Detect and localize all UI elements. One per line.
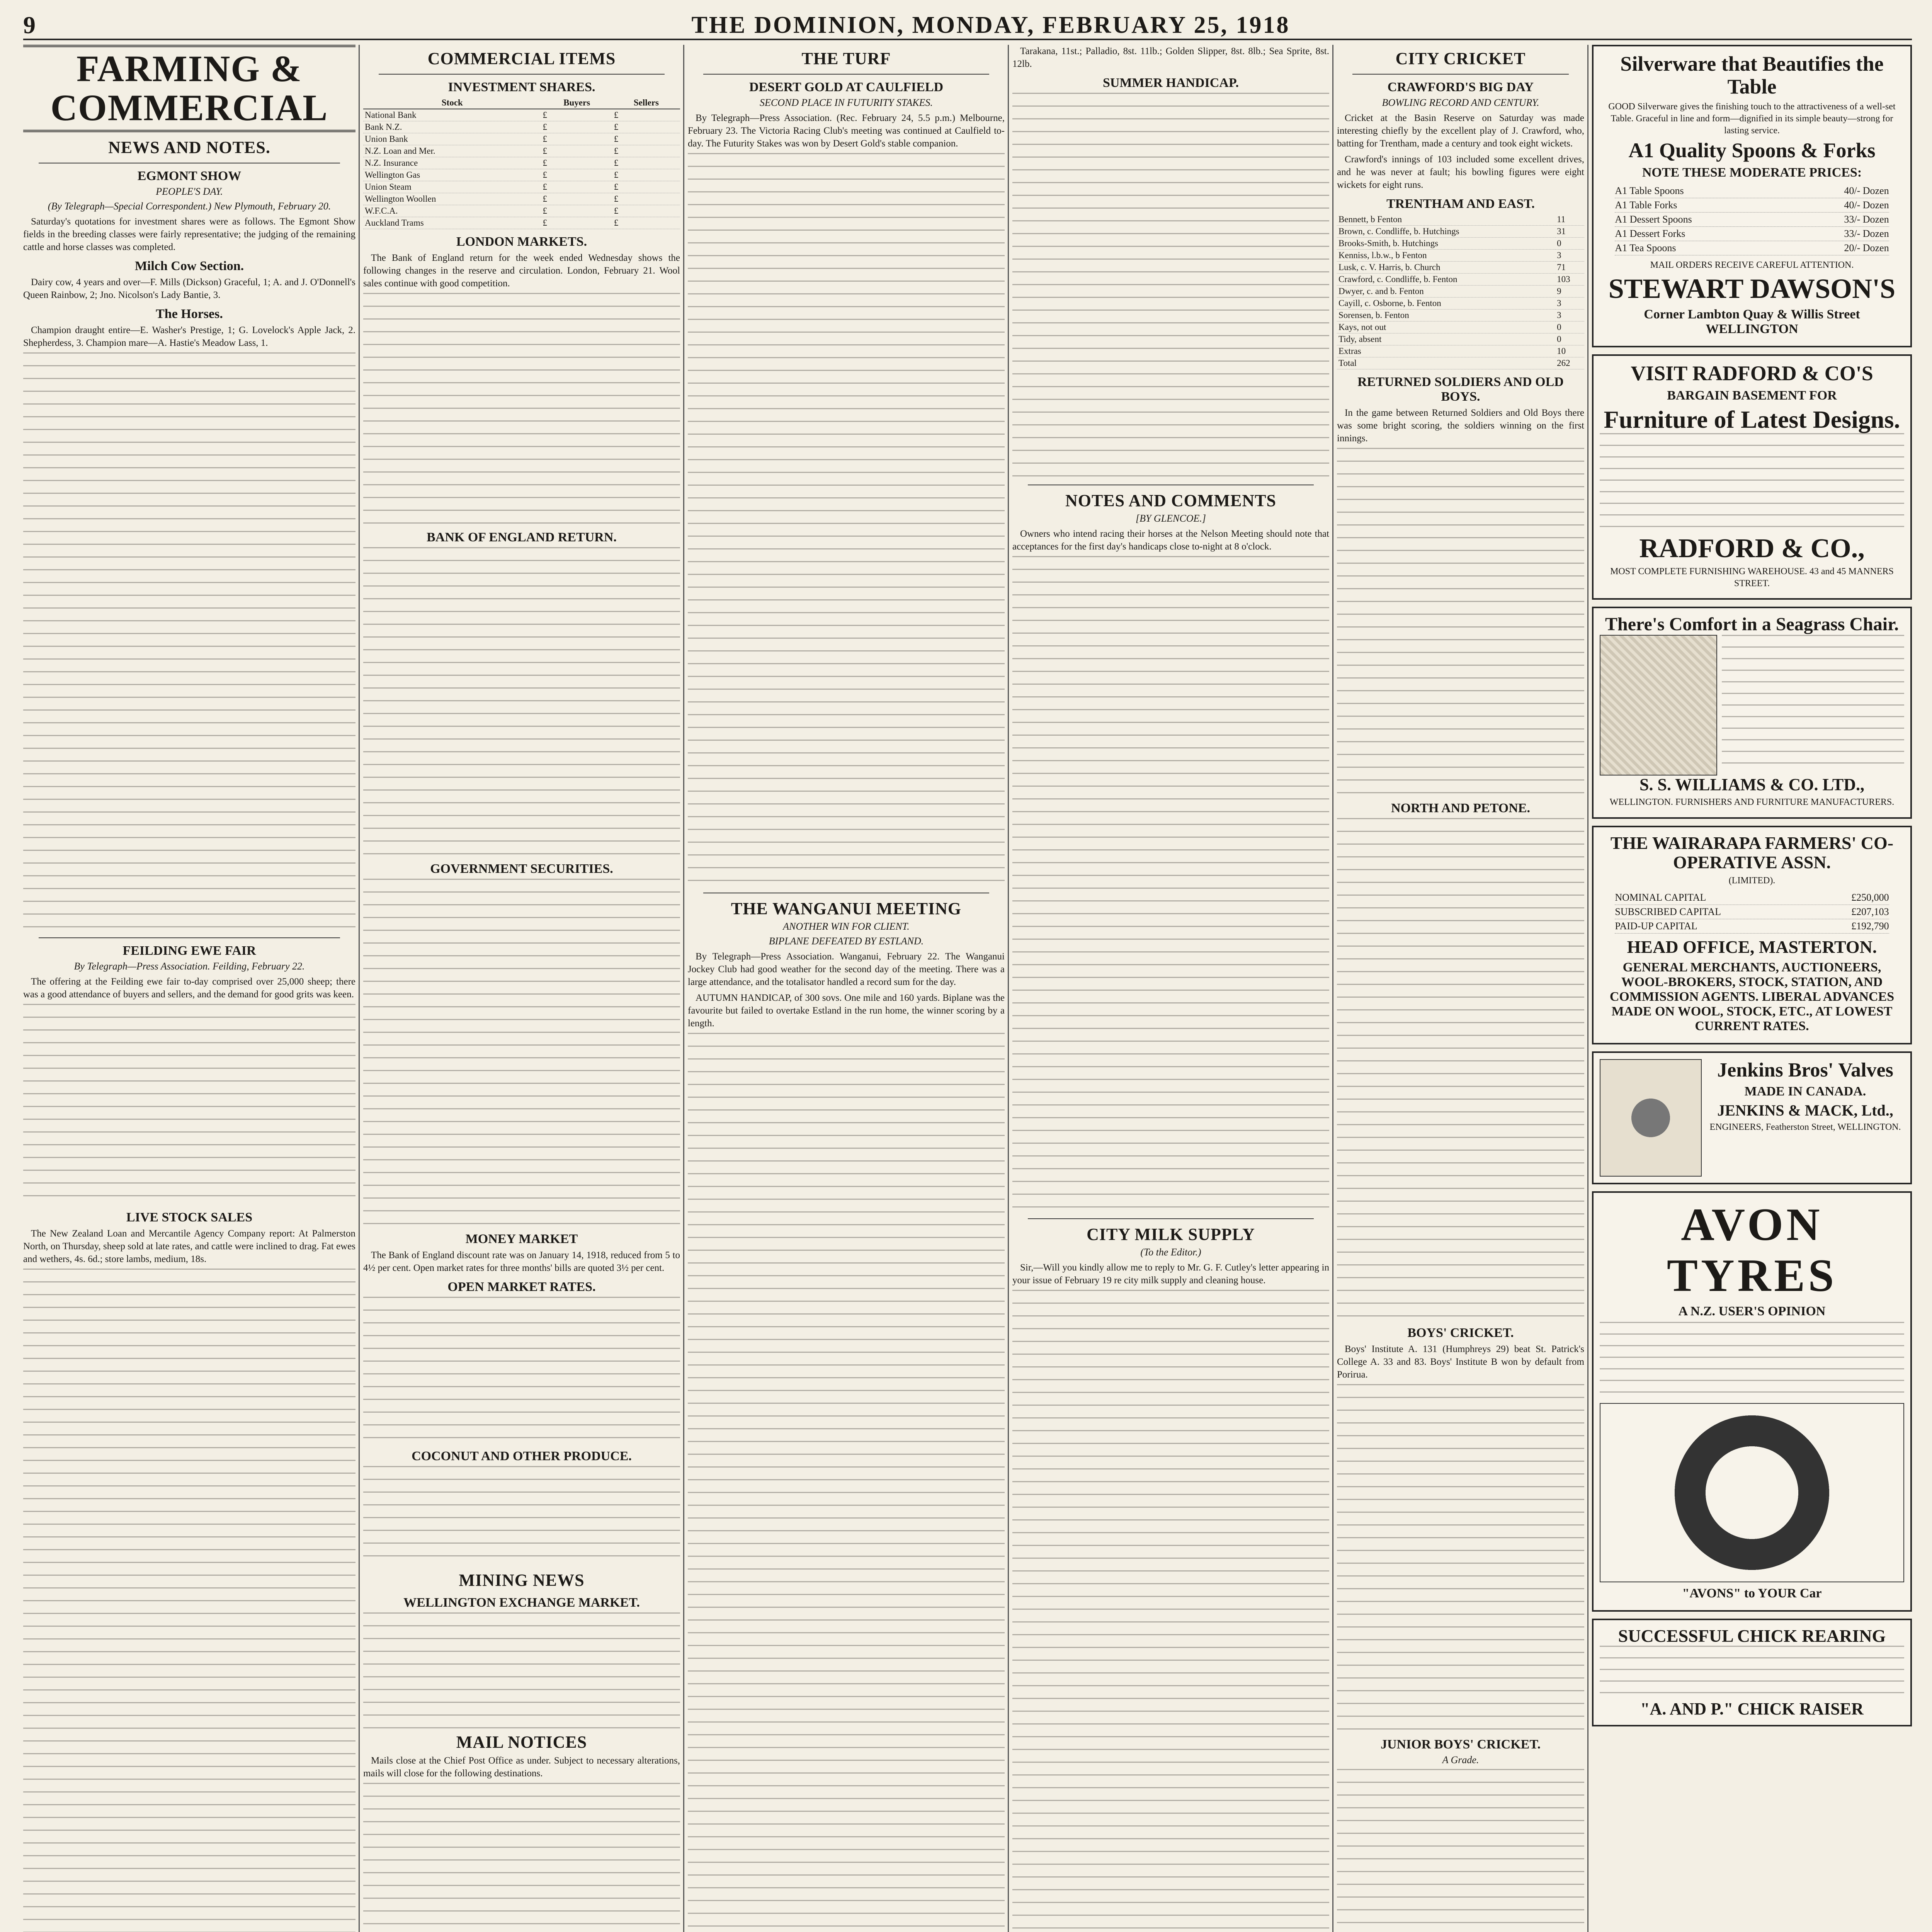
cell: £ <box>541 217 612 229</box>
cell: £ <box>612 205 680 217</box>
cell: Union Steam <box>363 181 541 193</box>
cell: Total <box>1337 357 1555 369</box>
body-paragraph: Dairy cow, 4 years and over—F. Mills (Dickson) Graceful, 1; A. and J. O'Donnell's Queen Rainbow, 2; Jno. Nicolson's Lady Bantie, 3. <box>23 277 355 300</box>
headline: BANK OF ENGLAND RETURN. <box>427 530 617 544</box>
cell: 0 <box>1555 321 1584 333</box>
cell: Cayill, c. Osborne, b. Fenton <box>1337 298 1555 310</box>
body-paragraph: Tarakana, 11st.; Palladio, 8st. 11lb.; Golden Slipper, 8st. 8lb.; Sea Sprite, 8st. 12lb. <box>1012 46 1329 69</box>
ad-title: Silverware that Beautifies the Table <box>1620 52 1884 99</box>
section-banner: FARMING & COMMERCIAL <box>23 45 355 132</box>
cell: 9 <box>1555 286 1584 298</box>
capital-row <box>1615 905 1889 919</box>
tyre-illustration <box>1600 1403 1904 1582</box>
headline: MINING NEWS <box>459 1571 585 1590</box>
text-block <box>1600 1322 1904 1399</box>
cell: Sorensen, b. Fenton <box>1337 310 1555 321</box>
headline: NOTES AND COMMENTS <box>1065 491 1277 510</box>
headline: LIVE STOCK SALES <box>126 1210 253 1225</box>
capital-value: £250,000 <box>1851 892 1889 903</box>
item-price: 33/- Dozen <box>1844 213 1889 225</box>
table-row <box>363 121 680 133</box>
cell: National Bank <box>363 109 541 121</box>
body-paragraph: AUTUMN HANDICAP, of 300 sovs. One mile and 160 yards. Biplane was the favourite but failed to overtake Estland in the run home, the winner scoring by a length. <box>688 993 1005 1029</box>
ad-firm: STEWART DAWSON'S <box>1608 273 1896 304</box>
ad-address: WELLINGTON. FURNISHERS AND FURNITURE MANUFACTURERS. <box>1609 797 1895 808</box>
cell: £ <box>612 109 680 121</box>
table-row <box>363 181 680 193</box>
column-header: Sellers <box>612 97 680 109</box>
divider <box>1028 1218 1314 1219</box>
page-number: 9 <box>23 11 36 39</box>
subhead: SECOND PLACE IN FUTURITY STAKES. <box>759 97 933 108</box>
cell: £ <box>612 121 680 133</box>
cell: Union Bank <box>363 133 541 145</box>
table-row <box>1337 226 1584 238</box>
body-paragraph: Champion draught entire—E. Washer's Prestige, 1; G. Lovelock's Apple Jack, 2. Shepherdess, 3. Champion mare—A. Hastie's Meadow Lass, 1. <box>23 325 355 348</box>
text-block <box>363 1612 680 1728</box>
table-row <box>1337 238 1584 250</box>
cell: 31 <box>1555 226 1584 238</box>
valve-illustration <box>1600 1059 1702 1177</box>
table-row <box>1337 310 1584 321</box>
cell: 10 <box>1555 345 1584 357</box>
body-paragraph: Cricket at the Basin Reserve on Saturday was made interesting chiefly by the excellent play of J. Crawford, who, batting for Trentham, made a century and took eight wickets. <box>1337 113 1584 149</box>
ad-firm: JENKINS & MACK, Ltd., <box>1717 1101 1893 1119</box>
headline: JUNIOR BOYS' CRICKET. <box>1380 1737 1541 1752</box>
cell: 3 <box>1555 310 1584 321</box>
ad-note: MAIL ORDERS RECEIVE CAREFUL ATTENTION. <box>1650 260 1854 270</box>
column-advertisements <box>1592 45 1912 1932</box>
ad-content <box>1600 1059 1904 1177</box>
body-paragraph: Saturday's quotations for investment shares were as follows. The Egmont Show fields in the breeding classes were fairly representative; the judging of the remaining cattle and horse classes was completed. <box>23 216 355 252</box>
column-header: Stock <box>363 97 541 109</box>
item-price: 40/- Dozen <box>1844 185 1889 196</box>
ad-title: AVON TYRES <box>1667 1198 1837 1301</box>
ad-title: Jenkins Bros' Valves <box>1717 1059 1893 1081</box>
headline: THE WANGANUI MEETING <box>731 899 962 918</box>
cell: Wellington Gas <box>363 169 541 181</box>
masthead <box>23 12 1912 40</box>
item-name: A1 Table Forks <box>1615 199 1677 211</box>
ad-prices-heading: NOTE THESE MODERATE PRICES: <box>1642 165 1862 180</box>
ad-firm: RADFORD & CO., <box>1639 533 1865 563</box>
ad-subtitle: MADE IN CANADA. <box>1744 1084 1866 1099</box>
table-row <box>1337 262 1584 274</box>
table-row <box>1337 357 1584 369</box>
section-subbanner: NEWS AND NOTES. <box>108 138 270 157</box>
text-block <box>1600 433 1904 534</box>
table-row <box>1337 298 1584 310</box>
capital-row <box>1615 919 1889 934</box>
ad-subtitle: A N.Z. USER'S OPINION <box>1678 1304 1826 1318</box>
body-paragraph: In the game between Returned Soldiers and Old Boys there was some bright scoring, the soldiers winning on the first innings. <box>1337 408 1584 444</box>
table-row <box>363 157 680 169</box>
text-block <box>1012 556 1329 1213</box>
shares-table <box>363 97 680 229</box>
capital-label: PAID-UP CAPITAL <box>1615 920 1697 932</box>
text-block <box>688 1033 1005 1932</box>
subhead: ANOTHER WIN FOR CLIENT. <box>783 921 910 932</box>
cell: £ <box>612 193 680 205</box>
headline: TRENTHAM AND EAST. <box>1386 197 1535 211</box>
text-block <box>363 879 680 1226</box>
ad-title: There's Comfort in a Seagrass Chair. <box>1605 614 1899 635</box>
cell: £ <box>612 169 680 181</box>
subhead: PEOPLE'S DAY. <box>156 185 223 197</box>
ad-slogan: "AVONS" to YOUR Car <box>1682 1586 1822 1600</box>
capital-list <box>1615 891 1889 934</box>
headline: INVESTMENT SHARES. <box>448 80 595 94</box>
cell: £ <box>541 205 612 217</box>
ad-heading: HEAD OFFICE, MASTERTON. <box>1627 937 1877 957</box>
ad-body: GENERAL MERCHANTS, AUCTIONEERS, WOOL-BROKERS, STOCK, STATION, AND COMMISSION AGENTS. LIBERAL ADVANCES MADE ON WOOL, STOCK, ETC., AT LOWEST CURRENT RATES. <box>1609 960 1895 1033</box>
ad-content <box>1600 635 1904 776</box>
column-commercial <box>363 45 680 1932</box>
cell: W.F.C.A. <box>363 205 541 217</box>
headline: CITY MILK SUPPLY <box>1087 1225 1255 1244</box>
text-block <box>363 293 680 525</box>
headline: OPEN MARKET RATES. <box>447 1280 596 1294</box>
cell: £ <box>541 109 612 121</box>
divider <box>1352 74 1569 75</box>
price-row <box>1615 198 1889 213</box>
cell: £ <box>612 217 680 229</box>
body-paragraph: The offering at the Feilding ewe fair to-day comprised over 25,000 sheep; there was a good attendance of buyers and sellers, and the demand for good grits was keen. <box>23 976 355 1000</box>
item-name: A1 Tea Spoons <box>1615 242 1676 253</box>
headline: COCONUT AND OTHER PRODUCE. <box>412 1449 632 1463</box>
cell: Crawford, c. Condliffe, b. Fenton <box>1337 274 1555 286</box>
table-header-row <box>363 97 680 109</box>
cell: N.Z. Loan and Mer. <box>363 145 541 157</box>
dateline: (By Telegraph—Special Correspondent.) New Plymouth, February 20. <box>48 200 331 212</box>
body-paragraph: The New Zealand Loan and Mercantile Agency Company report: At Palmerston North, on Thursday, sheep sold at late rates, and cattle were inclined to drag. Fat ewes and wethers, 4s. 6d.; store lambs, medium, 18s. <box>23 1228 355 1264</box>
column-rule <box>1587 45 1588 1932</box>
capital-label: NOMINAL CAPITAL <box>1615 892 1706 903</box>
text-block <box>1337 1769 1584 1932</box>
item-name: A1 Table Spoons <box>1615 185 1684 196</box>
text-block <box>363 1466 680 1566</box>
headline: BOYS' CRICKET. <box>1407 1326 1514 1340</box>
price-list <box>1615 184 1889 255</box>
text-block <box>363 1297 680 1444</box>
body-paragraph: The Bank of England discount rate was on January 14, 1918, reduced from 5 to 4½ per cent. Open market rates for three months' bills are quoted 3½ per cent. <box>363 1250 680 1273</box>
ad-stewart-dawson <box>1592 45 1912 347</box>
cell: £ <box>612 157 680 169</box>
cell: £ <box>541 181 612 193</box>
chair-illustration <box>1600 635 1717 776</box>
ad-firm: "A. AND P." CHICK RAISER <box>1640 1699 1864 1719</box>
table-row <box>363 193 680 205</box>
headline: RETURNED SOLDIERS AND OLD BOYS. <box>1357 375 1564 404</box>
table-row <box>363 205 680 217</box>
column-farming <box>23 45 355 1932</box>
cell: Lusk, c. V. Harris, b. Church <box>1337 262 1555 274</box>
cell: 0 <box>1555 333 1584 345</box>
column-header: Buyers <box>541 97 612 109</box>
text-block <box>1337 818 1584 1320</box>
subhead: BIPLANE DEFEATED BY ESTLAND. <box>769 935 924 947</box>
column-rule <box>1332 45 1333 1932</box>
divider <box>379 74 665 75</box>
headline: NORTH AND PETONE. <box>1391 801 1530 815</box>
cell: Extras <box>1337 345 1555 357</box>
headline: MAIL NOTICES <box>456 1733 587 1752</box>
price-row <box>1615 227 1889 241</box>
headline: WELLINGTON EXCHANGE MARKET. <box>403 1595 640 1610</box>
table-row <box>1337 250 1584 262</box>
headline: CRAWFORD'S BIG DAY <box>1387 80 1534 94</box>
text-block <box>688 153 1005 887</box>
ad-title: THE WAIRARAPA FARMERS' CO-OPERATIVE ASSN. <box>1610 833 1894 872</box>
table-row <box>1337 286 1584 298</box>
headline: CITY CRICKET <box>1395 49 1526 68</box>
ad-address: ENGINEERS, Featherston Street, WELLINGTON. <box>1709 1122 1901 1132</box>
table-row <box>1337 333 1584 345</box>
newspaper-page <box>23 12 1912 1932</box>
text-block <box>1600 1646 1904 1700</box>
price-row <box>1615 184 1889 198</box>
column-rule <box>683 45 684 1932</box>
ad-radford <box>1592 354 1912 600</box>
text-block <box>1337 1384 1584 1732</box>
cell: £ <box>541 121 612 133</box>
cell: £ <box>541 169 612 181</box>
table-row <box>1337 274 1584 286</box>
table-row <box>1337 321 1584 333</box>
ad-text <box>1706 1059 1904 1177</box>
cell: Brooks-Smith, b. Hutchings <box>1337 238 1555 250</box>
cell: £ <box>541 145 612 157</box>
cell: Kenniss, l.b.w., b Fenton <box>1337 250 1555 262</box>
cell: £ <box>612 145 680 157</box>
body-paragraph: Owners who intend racing their horses at the Nelson Meeting should note that acceptances for the first day's handicaps close to-night at 8 o'clock. <box>1012 529 1329 552</box>
price-row <box>1615 213 1889 227</box>
table-row <box>363 217 680 229</box>
cell: Tidy, absent <box>1337 333 1555 345</box>
masthead-title: THE DOMINION, MONDAY, FEBRUARY 25, 1918 <box>691 12 1290 38</box>
text-block <box>1012 93 1329 479</box>
scorecard-table <box>1337 214 1584 369</box>
cell: £ <box>541 157 612 169</box>
headline: MONEY MARKET <box>465 1232 578 1246</box>
headline: The Horses. <box>156 306 223 321</box>
text-block <box>363 1783 680 1932</box>
cell: 262 <box>1555 357 1584 369</box>
table-row <box>1337 214 1584 226</box>
ad-heading: A1 Quality Spoons & Forks <box>1628 139 1876 162</box>
body-paragraph: Boys' Institute A. 131 (Humphreys 29) beat St. Patrick's College A. 33 and 83. Boys' Institute B won by default from Porirua. <box>1337 1344 1584 1380</box>
divider <box>703 74 989 75</box>
text-block <box>1722 635 1904 774</box>
body-paragraph: By Telegraph—Press Association. Wanganui, February 22. The Wanganui Jockey Club had good weather for the second day of the meeting. There was a large attendance, and the totalisator handled a record sum for the day. <box>688 951 1005 987</box>
byline: [BY GLENCOE.] <box>1135 513 1206 524</box>
cell: £ <box>541 133 612 145</box>
ad-wairarapa-farmers <box>1592 826 1912 1044</box>
cell: Bank N.Z. <box>363 121 541 133</box>
ad-title: SUCCESSFUL CHICK REARING <box>1618 1626 1886 1646</box>
table-row <box>363 133 680 145</box>
cell: £ <box>612 133 680 145</box>
item-name: A1 Dessert Forks <box>1615 228 1685 239</box>
cell: 11 <box>1555 214 1584 226</box>
subhead: (To the Editor.) <box>1140 1247 1201 1258</box>
text-block <box>1337 448 1584 796</box>
item-price: 33/- Dozen <box>1844 228 1889 239</box>
text-block <box>23 352 355 932</box>
headline: COMMERCIAL ITEMS <box>427 49 616 68</box>
body-paragraph: Crawford's innings of 103 included some excellent drives, and he was never at fault; his bowling figures were eight wickets for eight runs. <box>1337 154 1584 190</box>
headline: THE TURF <box>801 49 891 68</box>
column-rule <box>359 45 360 1932</box>
text-block <box>23 1269 355 1932</box>
cell: Kays, not out <box>1337 321 1555 333</box>
cell: Auckland Trams <box>363 217 541 229</box>
ad-heading: Furniture of Latest Designs. <box>1604 405 1900 433</box>
cell: 3 <box>1555 298 1584 310</box>
ad-avon-tyres <box>1592 1191 1912 1612</box>
body-paragraph: The Bank of England return for the week ended Wednesday shows the following changes in the reserve and circulation. London, February 21. Wool sales continue with good competition. <box>363 253 680 289</box>
ad-address: MOST COMPLETE FURNISHING WAREHOUSE. 43 and 45 MANNERS STREET. <box>1610 566 1894 589</box>
body-paragraph: By Telegraph—Press Association. (Rec. February 24, 5.5 p.m.) Melbourne, February 23. The Victoria Racing Club's meeting was continued at Caulfield to-day. The Futurity Stakes was won by Desert Gold's stable companion. <box>688 113 1005 149</box>
body-paragraph: Sir,—Will you kindly allow me to reply to Mr. G. F. Cutley's letter appearing in your issue of February 19 re city milk supply and cleaning house. <box>1012 1262 1329 1286</box>
column-notes <box>1012 45 1329 1932</box>
column-turf <box>688 45 1005 1932</box>
cell: 71 <box>1555 262 1584 274</box>
ad-address: Corner Lambton Quay & Willis Street WELLINGTON <box>1644 307 1860 337</box>
capital-value: £207,103 <box>1851 906 1889 918</box>
headline: DESERT GOLD AT CAULFIELD <box>749 80 944 94</box>
column-rule <box>1008 45 1009 1932</box>
text-block <box>1012 1290 1329 1932</box>
ad-subtitle: BARGAIN BASEMENT FOR <box>1667 388 1837 403</box>
item-price: 20/- Dozen <box>1844 242 1889 253</box>
table-row <box>363 109 680 121</box>
body-paragraph: Mails close at the Chief Post Office as under. Subject to necessary alterations, mails will close for the following destinations. <box>363 1755 680 1779</box>
ad-title: VISIT RADFORD & CO'S <box>1631 362 1873 385</box>
cell: 3 <box>1555 250 1584 262</box>
capital-row <box>1615 891 1889 905</box>
divider <box>39 937 340 938</box>
cell: 0 <box>1555 238 1584 250</box>
headline: GOVERNMENT SECURITIES. <box>430 862 613 876</box>
capital-value: £192,790 <box>1851 920 1889 932</box>
subhead: A Grade. <box>1442 1754 1479 1765</box>
headline: EGMONT SHOW <box>137 168 242 183</box>
capital-label: SUBSCRIBED CAPITAL <box>1615 906 1721 918</box>
item-price: 40/- Dozen <box>1844 199 1889 211</box>
headline: LONDON MARKETS. <box>456 235 587 249</box>
headline: FEILDING EWE FAIR <box>122 943 256 958</box>
cell: N.Z. Insurance <box>363 157 541 169</box>
headline: SUMMER HANDICAP. <box>1103 76 1239 90</box>
cell: £ <box>612 181 680 193</box>
ad-seagrass-chair <box>1592 607 1912 818</box>
cell: Dwyer, c. and b. Fenton <box>1337 286 1555 298</box>
item-name: A1 Dessert Spoons <box>1615 213 1692 225</box>
subhead: BOWLING RECORD AND CENTURY. <box>1382 97 1539 108</box>
ad-subtitle: (LIMITED). <box>1728 875 1776 886</box>
table-row <box>363 169 680 181</box>
headline: Milch Cow Section. <box>134 259 244 273</box>
cell: Brown, c. Condliffe, b. Hutchings <box>1337 226 1555 238</box>
column-cricket <box>1337 45 1584 1932</box>
cell: 103 <box>1555 274 1584 286</box>
ad-chick-raiser <box>1592 1619 1912 1726</box>
ad-jenkins-valves <box>1592 1051 1912 1184</box>
text-block <box>23 1004 355 1205</box>
cell: £ <box>541 193 612 205</box>
dateline: By Telegraph—Press Association. Feilding, February 22. <box>74 960 305 972</box>
price-row <box>1615 241 1889 255</box>
text-block <box>363 547 680 856</box>
cell: Bennett, b Fenton <box>1337 214 1555 226</box>
ad-body: GOOD Silverware gives the finishing touch to the attractiveness of a well-set Table. Graceful in line and form—dignified in its simple beauty—strong for lasting service. <box>1608 101 1896 136</box>
table-row <box>1337 345 1584 357</box>
cell: Wellington Woollen <box>363 193 541 205</box>
ad-firm: S. S. WILLIAMS & CO. LTD., <box>1639 775 1864 794</box>
table-row <box>363 145 680 157</box>
